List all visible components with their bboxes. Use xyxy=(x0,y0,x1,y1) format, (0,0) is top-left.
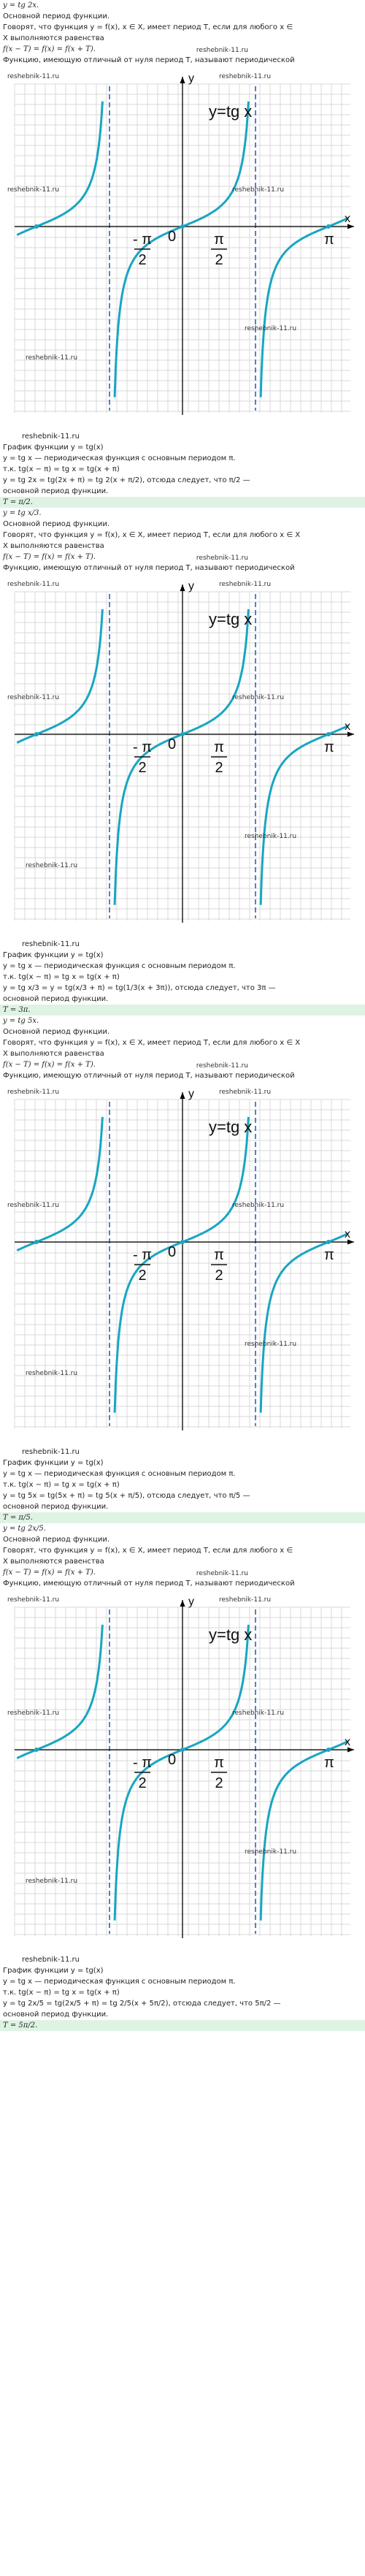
origin-label: 0 xyxy=(168,1752,177,1768)
zero-point xyxy=(326,224,331,229)
half-pi-label-numerator: π xyxy=(214,739,224,755)
watermark: reshebnik-11.ru xyxy=(196,555,248,562)
header-line: Функцию, имеющую отличный от нуля период T, называют периодической xyxy=(3,56,295,64)
watermark: reshebnik-11.ru xyxy=(26,1878,78,1885)
origin-label: 0 xyxy=(168,736,177,752)
watermark: reshebnik-11.ru xyxy=(245,1848,297,1856)
section-header xyxy=(0,0,365,66)
watermark: reshebnik-11.ru xyxy=(26,354,78,362)
section-header xyxy=(0,1026,365,1081)
watermark: reshebnik-11.ru xyxy=(219,73,272,80)
watermark: reshebnik-11.ru xyxy=(7,1710,60,1717)
header-line: Функцию, имеющую отличный от нуля период T, называют периодической xyxy=(3,1072,295,1080)
x-axis-label: x xyxy=(345,1228,350,1241)
section-footer xyxy=(0,431,365,519)
half-pi-label-numerator: π xyxy=(214,232,224,248)
y-axis-label: y xyxy=(188,72,194,85)
y-axis-label: y xyxy=(188,1596,194,1608)
watermark: reshebnik-11.ru xyxy=(219,1596,272,1604)
footer-line: основной период функции. xyxy=(3,995,109,1003)
neg-half-pi-label-denominator: 2 xyxy=(138,1268,147,1284)
watermark: reshebnik-11.ru xyxy=(232,1202,285,1209)
header-line: Функцию, имеющую отличный от нуля период T, называют периодической xyxy=(3,1579,295,1588)
section-footer xyxy=(0,939,365,1026)
footer-line: y = tg 5x = tg(5x + π) = tg 5(x + π/5), отсюда следует, что π/5 — xyxy=(3,1492,250,1500)
watermark: reshebnik-11.ru xyxy=(245,833,297,840)
header-line: Говорят, что функция y = f(x), x ∈ X, имеет период T, если для любого x ∈ xyxy=(3,23,293,31)
header-line: Основной период функции. xyxy=(3,1028,110,1036)
header-line: Говорят, что функция y = f(x), x ∈ X, имеет период T, если для любого x ∈ xyxy=(3,1547,293,1555)
y-axis-arrow xyxy=(180,584,185,591)
tangent-branch xyxy=(17,609,102,743)
watermark: reshebnik-11.ru xyxy=(219,1089,272,1096)
footer-line: График функции y = tg(x) xyxy=(3,1459,104,1467)
footer-line: y = tg 5x. xyxy=(3,1017,39,1025)
x-axis-label: x xyxy=(345,720,350,733)
watermark: reshebnik-11.ru xyxy=(22,432,80,441)
watermark: reshebnik-11.ru xyxy=(245,325,297,332)
footer-line: т.к. tg(x − π) = tg x = tg(x + π) xyxy=(3,465,120,473)
x-axis-label: x xyxy=(345,213,350,225)
section-header xyxy=(0,1534,365,1589)
tangent-branch xyxy=(17,102,102,235)
tangent-graph xyxy=(0,1589,365,1954)
footer-line: y = tg 2x/5 = tg(2x/5 + π) = tg 2/5(x + 5π/2), отсюда следует, что 5π/2 — xyxy=(3,2000,281,2008)
header-line: X выполняются равенства xyxy=(3,34,104,42)
tangent-graph xyxy=(0,1081,365,1447)
tangent-graph-svg xyxy=(0,573,365,939)
header-line: y = tg 2x. xyxy=(3,1,39,9)
section-header xyxy=(0,519,365,573)
header-line: X выполняются равенства xyxy=(3,542,104,550)
zero-point xyxy=(180,1240,185,1244)
header-line: f(x − T) = f(x) = f(x + T). xyxy=(3,553,96,561)
tangent-graph-svg xyxy=(0,1589,365,1954)
y-axis-label: y xyxy=(188,580,194,592)
y-axis-label: y xyxy=(188,1088,194,1100)
tangent-graph-svg xyxy=(0,66,365,431)
footer-line: График функции y = tg(x) xyxy=(3,1967,104,1975)
header-line: Функцию, имеющую отличный от нуля период T, называют периодической xyxy=(3,564,295,572)
footer-line: y = tg x — периодическая функция с основным периодом π. xyxy=(3,962,236,970)
pi-label: π xyxy=(324,232,334,248)
half-pi-label-numerator: π xyxy=(214,1755,224,1771)
watermark: reshebnik-11.ru xyxy=(7,1202,60,1209)
watermark: reshebnik-11.ru xyxy=(7,73,60,80)
pi-label: π xyxy=(324,739,334,755)
tangent-branch xyxy=(17,1625,102,1758)
watermark: reshebnik-11.ru xyxy=(196,47,248,54)
y-axis-arrow xyxy=(180,77,185,83)
watermark: reshebnik-11.ru xyxy=(7,1089,60,1096)
watermark: reshebnik-11.ru xyxy=(219,581,272,588)
zero-point xyxy=(326,1748,331,1752)
half-pi-label-denominator: 2 xyxy=(215,1775,223,1791)
header-line: X выполняются равенства xyxy=(3,1050,104,1058)
zero-point xyxy=(180,732,185,736)
zero-point xyxy=(326,1240,331,1244)
footer-line: T = π/5. xyxy=(0,1512,365,1523)
solution-section xyxy=(0,1026,365,1534)
neg-half-pi-label-numerator: - π xyxy=(132,739,153,755)
tangent-graph xyxy=(0,66,365,431)
function-label: y=tg x xyxy=(209,1118,253,1136)
header-line: Основной период функции. xyxy=(3,520,110,528)
watermark: reshebnik-11.ru xyxy=(196,1570,248,1577)
zero-point xyxy=(34,1748,39,1752)
watermark: reshebnik-11.ru xyxy=(26,862,78,869)
half-pi-label-numerator: π xyxy=(214,1247,224,1263)
zero-point xyxy=(34,732,39,736)
footer-line: График функции y = tg(x) xyxy=(3,951,104,959)
footer-line: График функции y = tg(x) xyxy=(3,443,104,451)
footer-line: y = tg x — периодическая функция с основным периодом π. xyxy=(3,1978,236,1986)
header-line: Основной период функции. xyxy=(3,12,110,20)
zero-point xyxy=(34,1240,39,1244)
function-label: y=tg x xyxy=(209,1626,253,1644)
footer-line: т.к. tg(x − π) = tg x = tg(x + π) xyxy=(3,973,120,981)
tangent-branch xyxy=(17,1117,102,1251)
zero-point xyxy=(180,224,185,229)
footer-line: y = tg 2x/5. xyxy=(3,1525,46,1533)
footer-line: y = tg x — периодическая функция с основным периодом π. xyxy=(3,454,236,462)
footer-line: т.к. tg(x − π) = tg x = tg(x + π) xyxy=(3,1481,120,1489)
zero-point xyxy=(34,224,39,229)
watermark: reshebnik-11.ru xyxy=(232,1710,285,1717)
x-axis-label: x xyxy=(345,1736,350,1748)
watermark: reshebnik-11.ru xyxy=(232,694,285,701)
zero-point xyxy=(326,732,331,736)
half-pi-label-denominator: 2 xyxy=(215,1268,223,1284)
neg-half-pi-label-numerator: - π xyxy=(132,1755,153,1771)
y-axis-arrow xyxy=(180,1092,185,1099)
neg-half-pi-label-denominator: 2 xyxy=(138,760,147,776)
watermark: reshebnik-11.ru xyxy=(22,1956,80,1964)
section-footer xyxy=(0,1447,365,1534)
solution-section xyxy=(0,1534,365,2031)
header-line: f(x − T) = f(x) = f(x + T). xyxy=(3,1061,96,1069)
neg-half-pi-label-denominator: 2 xyxy=(138,252,147,268)
section-footer xyxy=(0,1954,365,2031)
footer-line: т.к. tg(x − π) = tg x = tg(x + π) xyxy=(3,1989,120,1997)
tangent-graph xyxy=(0,573,365,939)
solution-section xyxy=(0,0,365,519)
function-label: y=tg x xyxy=(209,610,253,628)
pi-label: π xyxy=(324,1755,334,1771)
watermark: reshebnik-11.ru xyxy=(22,940,80,948)
footer-line: T = 3π. xyxy=(0,1005,365,1015)
footer-line: основной период функции. xyxy=(3,1503,109,1511)
header-line: X выполняются равенства xyxy=(3,1558,104,1566)
half-pi-label-denominator: 2 xyxy=(215,252,223,268)
footer-line: основной период функции. xyxy=(3,2011,109,2019)
watermark: reshebnik-11.ru xyxy=(245,1341,297,1348)
watermark: reshebnik-11.ru xyxy=(7,581,60,588)
footer-line: y = tg 2x = tg(2x + π) = tg 2(x + π/2), отсюда следует, что π/2 — xyxy=(3,476,250,484)
footer-line: y = tg x/3. xyxy=(3,509,42,517)
footer-line: T = π/2. xyxy=(0,497,365,508)
origin-label: 0 xyxy=(168,1244,177,1260)
watermark: reshebnik-11.ru xyxy=(26,1370,78,1377)
footer-line: T = 5π/2. xyxy=(0,2020,365,2031)
watermark: reshebnik-11.ru xyxy=(232,186,285,194)
watermark: reshebnik-11.ru xyxy=(7,1596,60,1604)
function-label: y=tg x xyxy=(209,102,253,121)
footer-line: y = tg x/3 = y = tg(x/3 + π) = tg(1/3(x + 3π)), отсюда следует, что 3π — xyxy=(3,984,276,992)
half-pi-label-denominator: 2 xyxy=(215,760,223,776)
header-line: Говорят, что функция y = f(x), x ∈ X, имеет период T, если для любого x ∈ X xyxy=(3,1039,301,1047)
footer-line: основной период функции. xyxy=(3,487,109,495)
footer-line: y = tg x — периодическая функция с основным периодом π. xyxy=(3,1470,236,1478)
pi-label: π xyxy=(324,1247,334,1263)
header-line: f(x − T) = f(x) = f(x + T). xyxy=(3,1569,96,1577)
watermark: reshebnik-11.ru xyxy=(7,186,60,194)
neg-half-pi-label-denominator: 2 xyxy=(138,1775,147,1791)
solution-section xyxy=(0,519,365,1026)
watermark: reshebnik-11.ru xyxy=(7,694,60,701)
watermark: reshebnik-11.ru xyxy=(196,1062,248,1070)
watermark: reshebnik-11.ru xyxy=(22,1448,80,1456)
header-line: Основной период функции. xyxy=(3,1536,110,1544)
origin-label: 0 xyxy=(168,229,177,245)
neg-half-pi-label-numerator: - π xyxy=(132,1247,153,1263)
header-line: Говорят, что функция y = f(x), x ∈ X, имеет период T, если для любого x ∈ X xyxy=(3,531,301,539)
tangent-graph-svg xyxy=(0,1081,365,1447)
y-axis-arrow xyxy=(180,1600,185,1607)
neg-half-pi-label-numerator: - π xyxy=(132,232,153,248)
header-line: f(x − T) = f(x) = f(x + T). xyxy=(3,45,96,53)
zero-point xyxy=(180,1748,185,1752)
